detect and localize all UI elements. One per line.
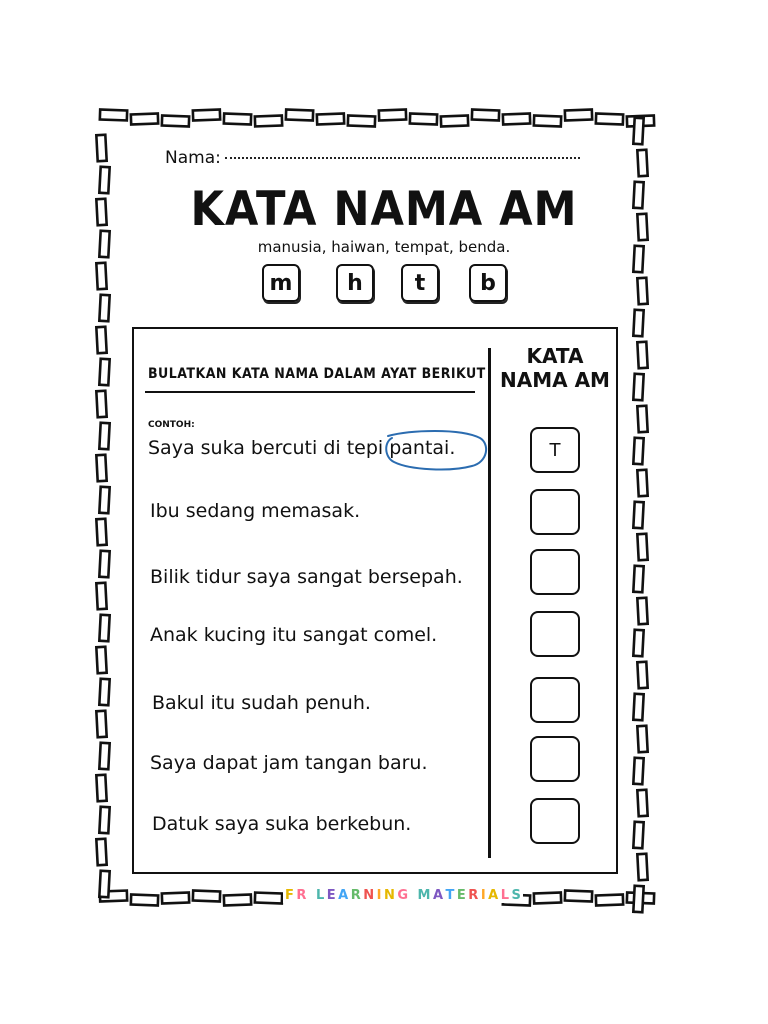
answer-column-header bbox=[500, 344, 610, 392]
instruction-text: BULATKAN KATA NAMA DALAM AYAT BERIKUT bbox=[148, 366, 486, 382]
letter-box-manusia: m bbox=[262, 264, 300, 302]
brand-text: F R L E A R N I N G M A T E R I A L S bbox=[285, 888, 522, 903]
column-header-line2: NAMA AM bbox=[500, 368, 610, 392]
column-header-line1: KATA bbox=[526, 344, 584, 368]
name-field[interactable] bbox=[165, 148, 580, 168]
worksheet-panel bbox=[132, 327, 618, 874]
letter-box-haiwan: h bbox=[336, 264, 374, 302]
sentence-1: Ibu sedang memasak. bbox=[150, 500, 361, 522]
answer-box-3[interactable] bbox=[530, 611, 580, 657]
sentence-example: Saya suka bercuti di tepi pantai. bbox=[148, 437, 456, 459]
page-subtitle: manusia, haiwan, tempat, benda. bbox=[257, 238, 511, 256]
example-label: CONTOH: bbox=[148, 420, 195, 430]
letter-box-tempat: t bbox=[401, 264, 439, 302]
brand-watermark bbox=[283, 888, 523, 903]
circle-annotation bbox=[380, 428, 490, 474]
answer-box-6[interactable] bbox=[530, 798, 580, 844]
answer-box-4[interactable] bbox=[530, 677, 580, 723]
sentence-4: Bakul itu sudah penuh. bbox=[152, 692, 371, 714]
answer-box-2[interactable] bbox=[530, 549, 580, 595]
name-blank-line[interactable] bbox=[225, 157, 580, 159]
sentence-5: Saya dapat jam tangan baru. bbox=[150, 752, 428, 774]
answer-box-example: T bbox=[530, 427, 580, 473]
column-divider bbox=[488, 348, 491, 858]
page-title: KATA NAMA AM bbox=[190, 182, 578, 237]
sentence-6: Datuk saya suka berkebun. bbox=[152, 813, 412, 835]
instruction-underline bbox=[145, 391, 475, 393]
answer-box-1[interactable] bbox=[530, 489, 580, 535]
answer-box-5[interactable] bbox=[530, 736, 580, 782]
sentence-2: Bilik tidur saya sangat bersepah. bbox=[150, 566, 463, 588]
sentence-3: Anak kucing itu sangat comel. bbox=[150, 624, 438, 646]
name-label: Nama: bbox=[165, 148, 221, 168]
letter-box-benda: b bbox=[469, 264, 507, 302]
